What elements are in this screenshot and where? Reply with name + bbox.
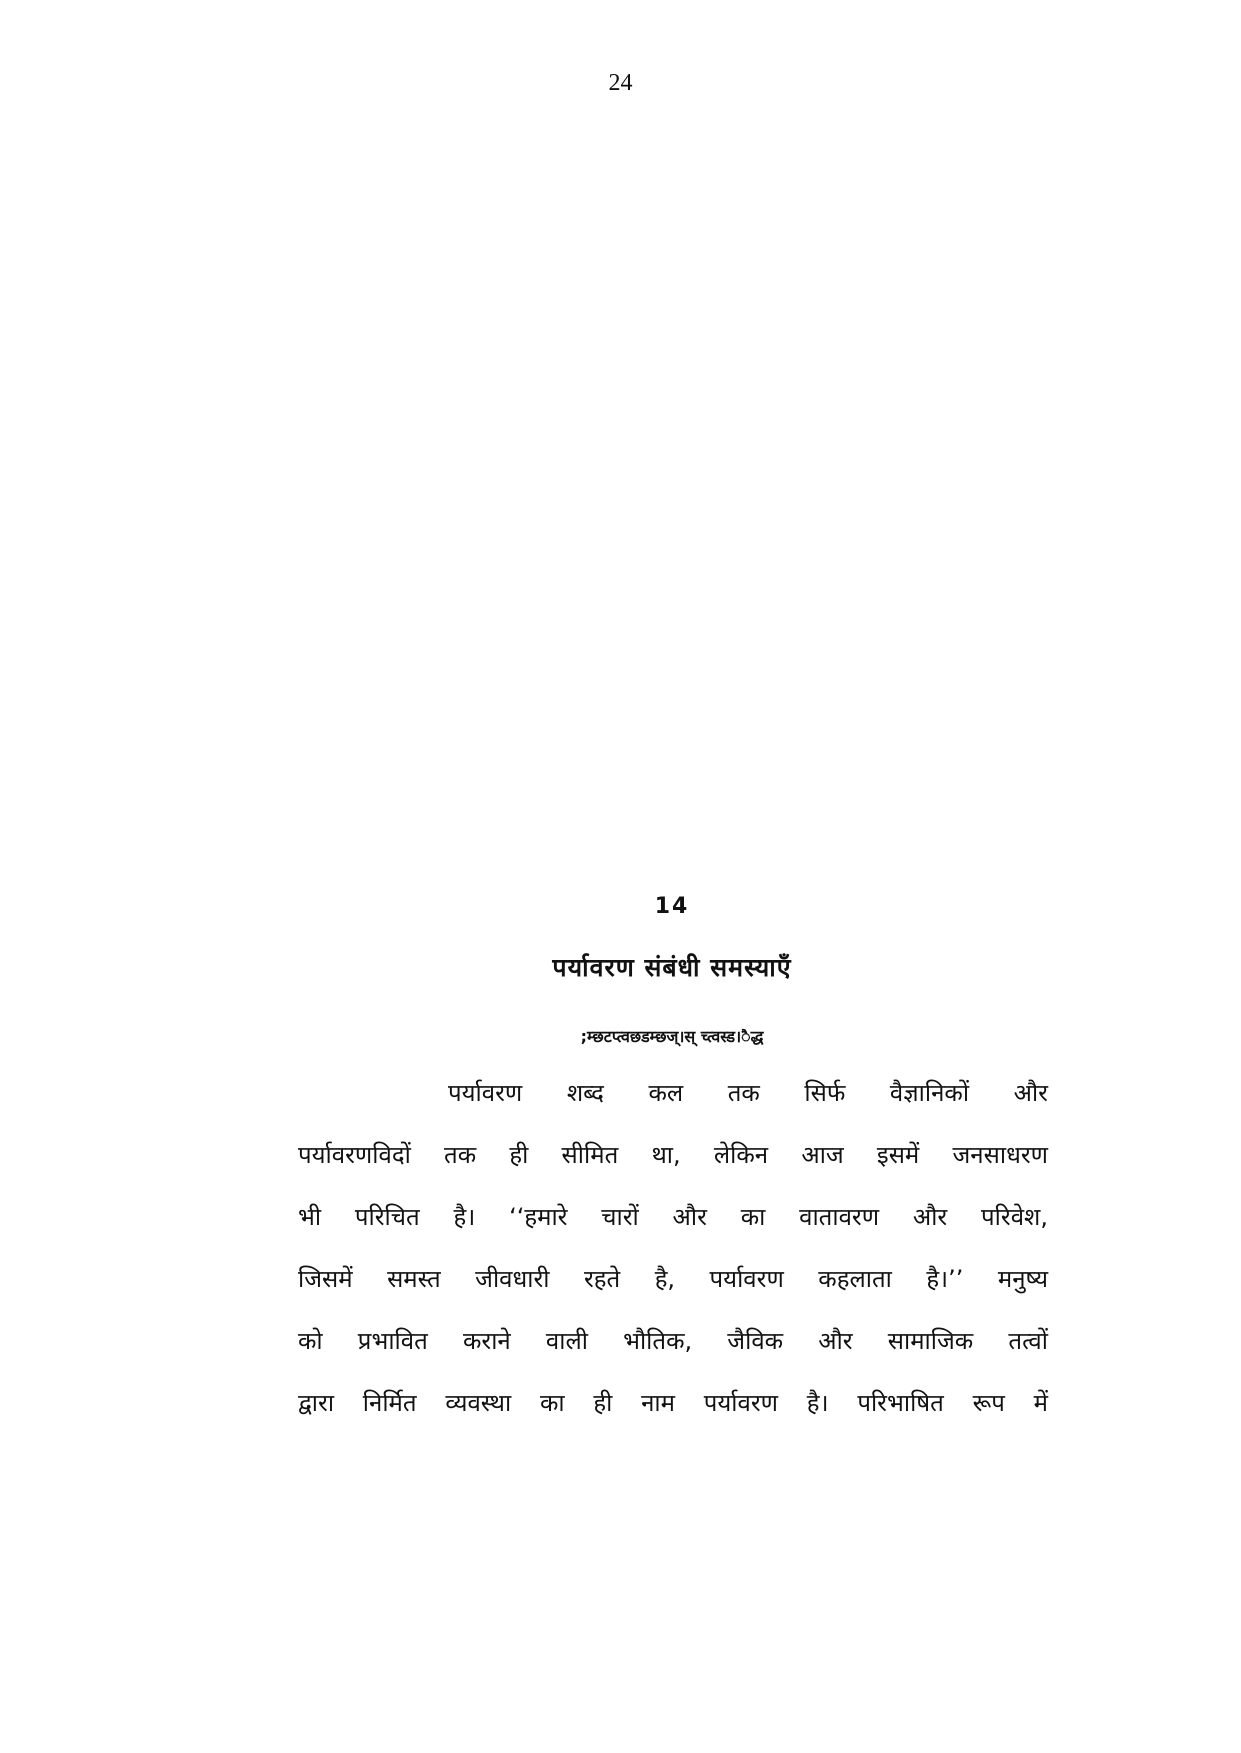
body-paragraph [298, 1062, 1048, 1434]
chapter-title: पर्यावरण संबंधी समस्याएँ [552, 953, 792, 982]
paragraph-line: जिसमें समस्त जीवधारी रहते है, पर्यावरण कहलाता है।’’ मनुष्य [298, 1265, 1048, 1293]
chapter-number: 14 [654, 894, 690, 919]
paragraph-line: पर्यावरण शब्द कल तक सिर्फ वैज्ञानिकों और [448, 1079, 1048, 1107]
paragraph-line: को प्रभावित कराने वाली भौतिक, जैविक और सामाजिक तत्वों [298, 1327, 1048, 1355]
page-number: 24 [608, 70, 633, 96]
paragraph-line: भी परिचित है। ‘‘हमारे चारों और का वातावरण और परिवेश, [298, 1203, 1048, 1231]
paragraph-line: पर्यावरणविदों तक ही सीमित था, लेकिन आज इसमें जनसाधरण [298, 1141, 1048, 1169]
paragraph-line: द्वारा निर्मित व्यवस्था का ही नाम पर्यावरण है। परिभाषित रूप में [298, 1389, 1048, 1417]
chapter-subtitle: ;म्छटप्त्वछडम्छज्।स् च्त्वस्ड।ैद्ध [580, 1027, 764, 1046]
